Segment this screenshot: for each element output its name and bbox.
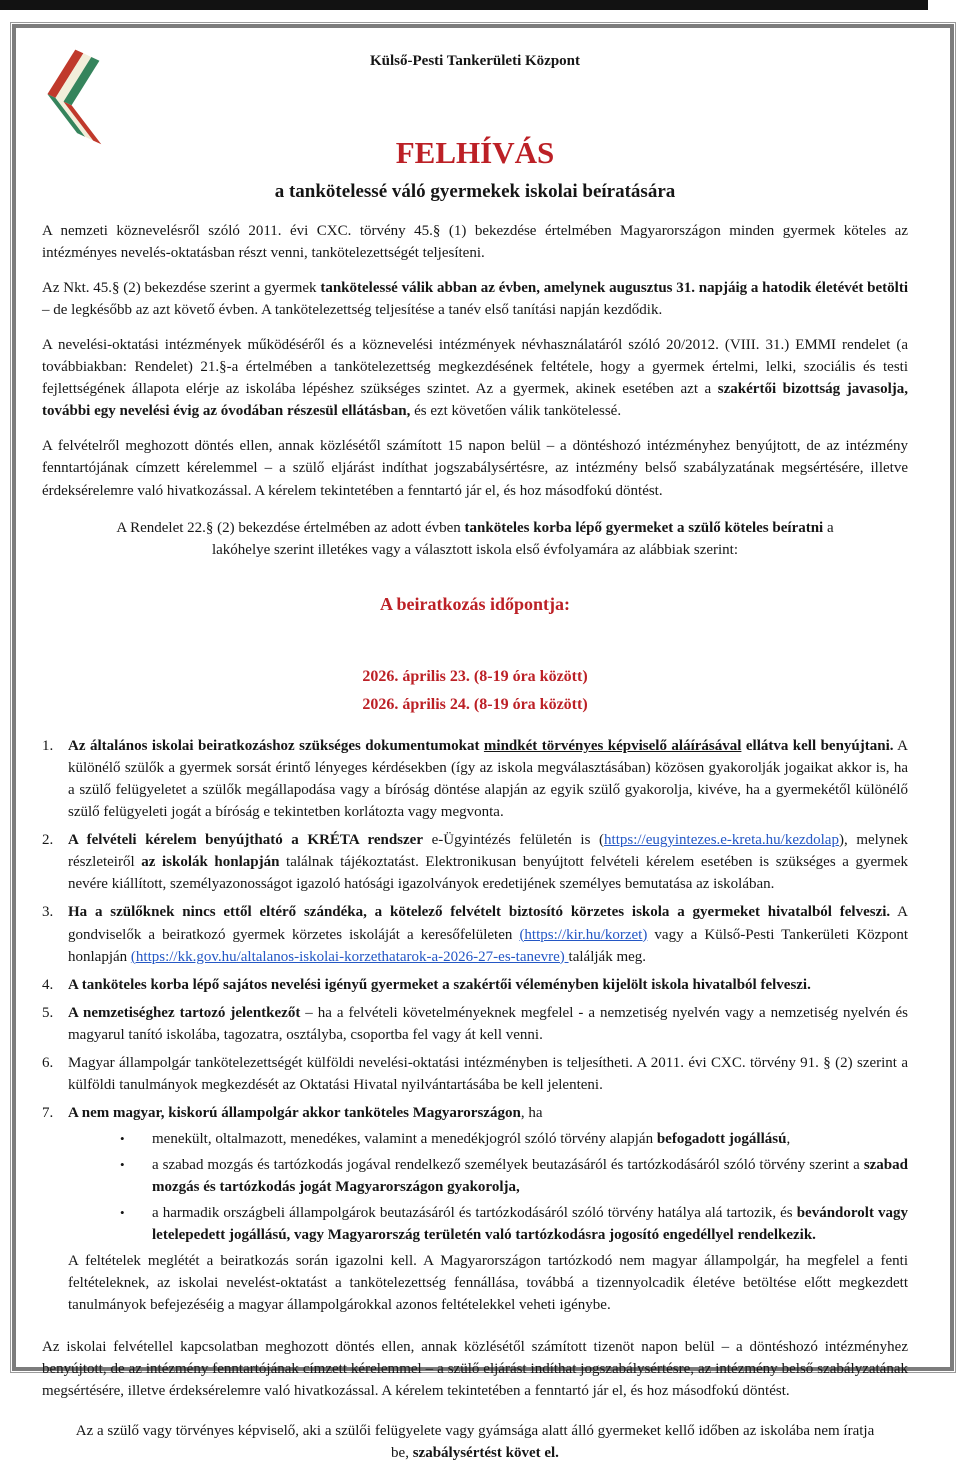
document-title: FELHÍVÁS xyxy=(395,135,555,171)
text-run: Az Nkt. 45.§ (2) bekezdése szerint a gyermek xyxy=(42,280,321,297)
text-run: , ha xyxy=(520,1104,543,1121)
list-item-number: 6. xyxy=(42,1054,54,1071)
text-run: – de legkésőbb az azt követő évben. A tankötelezettség teljesítése a tanév első tanítási napján kezdődik. xyxy=(42,302,663,319)
text-run: ellátva kell benyújtani. xyxy=(741,738,894,755)
text-run: A feltételek meglétét a beiratkozás során igazolni kell. A Magyarországon tartózkodó nem magyar állampolgár, ha megfelel a fenti feltételeknek, az iskolai nevelést-oktatást a tankötelezettség fennállása, továbbá a tizennyolcadik életéve betöltése előtt megkezdett tanulmányok befejezéséig a magyar állampolgárokkal azonos feltételekkel veheti igénybe. xyxy=(68,1253,908,1314)
text-run: tanköteles korba lépő gyermeket a szülő köteles beíratni xyxy=(464,519,824,536)
bullet-icon: • xyxy=(120,1130,125,1146)
text-run: szabálysértést követ el. xyxy=(412,1445,559,1462)
closing-section xyxy=(42,1336,908,1464)
list-item-text xyxy=(68,1002,908,1046)
text-run: ), melynek részleteiről xyxy=(68,832,908,871)
list-item xyxy=(42,1002,908,1046)
list-item-closing xyxy=(68,1250,908,1316)
text-run: a lakóhelye szerint illetékes vagy a választott iskola első évfolyamára az alábbiak szerint: xyxy=(211,519,834,558)
document-subtitle: a tankötelessé váló gyermekek iskolai beíratására xyxy=(274,181,676,203)
text-run: a szabad mozgás és tartózkodás jogával rendelkező személyek beutazásáról és tartózkodásáról szóló törvény szerint a xyxy=(152,1156,864,1173)
text-run: A nevelési-oktatási intézmények működéséről és a köznevelési intézmények névhasználatáról szóló 20/2012. (VIII. 31.) EMMI rendelet (a továbbiakban: Rendelet) 21.§-a értelmében a tankötelezettség megkezdésének feltétele, hogy a gyermek értelmi, lelki, szociális és testi fejlettségének állapota elérje az iskolába lépéshez szükséges szintet. Az a gyermek, akinek esetében azt a xyxy=(42,337,908,398)
bullet-icon: • xyxy=(120,1156,125,1172)
list-item xyxy=(42,974,908,996)
list-item-number: 3. xyxy=(42,904,54,921)
paragraph xyxy=(42,277,908,321)
bullet-text xyxy=(152,1202,908,1246)
list-item-number: 2. xyxy=(42,832,54,849)
text-run: menekült, oltalmazott, menedékes, valamint a menedékjogról szóló törvény alapján xyxy=(152,1130,657,1147)
list-item xyxy=(42,829,908,895)
text-run: az iskolák honlapján xyxy=(141,854,280,871)
text-run: A különélő szülők a gyermek sorsát érintő lényeges kérdésekben (így az iskola megválasztásában) közösen gyakorolják jogaikat akkor is, ha a szülő felügyeletet a szülők megállapodása vagy a bíróság döntése alapján az egyik szülő gyakorolja, kivéve, ha a gyermekétől különélő szülő felügyeleti jogát a bíróság e tekintetben korlátozta vagy megvonta. xyxy=(68,738,908,821)
text-run: Ha a szülőknek nincs ettől eltérő szándéka, a kötelező felvételt biztosító körzetes iskola a gyermeket hivatalból felveszi. xyxy=(68,904,891,921)
enrollment-dates xyxy=(42,663,908,719)
paragraph xyxy=(42,1336,908,1402)
hyperlink[interactable]: (https://kir.hu/korzet) xyxy=(519,926,648,943)
intro-section xyxy=(42,220,908,561)
hyperlink[interactable]: (https://kk.gov.hu/altalanos-iskolai-korzethatarok-a-2026-27-es-tanevre) xyxy=(130,948,569,965)
text-run: , xyxy=(786,1130,791,1147)
text-run: A nemzeti köznevelésről szóló 2011. évi CXC. törvény 45.§ (1) bekezdése értelmében Magyarországon minden gyermek köteles az intézményes nevelés-oktatásban részt venni, tankötelezettségét teljesíteni. xyxy=(42,223,908,262)
text-run: Magyar állampolgár tankötelezettségét külföldi nevelési-oktatási intézményben is teljesítheti. A 2011. évi CXC. törvény 91. § (2) szerint a külföldi tanulmányok megkezdését az Oktatási Hivatal nyilvántartásába be kell jelenteni. xyxy=(68,1054,908,1093)
enrollment-date: 2026. április 24. (8-19 óra között) xyxy=(362,696,588,714)
text-run: A felvételi kérelem benyújtható a KRÉTA rendszer xyxy=(68,832,423,849)
list-item-number: 7. xyxy=(42,1104,54,1121)
bullet-icon: • xyxy=(120,1205,125,1221)
text-run: tankötelessé válik abban az évben, amelynek augusztus 31. napjáig a hatodik életévét betölti xyxy=(320,280,908,297)
list-item-body xyxy=(68,974,908,996)
list-item xyxy=(42,735,908,823)
list-item-text xyxy=(68,829,908,895)
text-run: Az a szülő vagy törvényes képviselő, aki a szülői felügyelete vagy gyámsága alatt álló gyermeket kellő időben az iskolába nem íratja be, xyxy=(75,1423,875,1462)
list-item-number: 4. xyxy=(42,976,54,993)
list-item-number: 1. xyxy=(42,738,54,755)
hyperlink[interactable]: https://eugyintezes.e-kreta.hu/kezdolap xyxy=(604,832,839,849)
paragraph xyxy=(72,1420,878,1464)
text-run: a harmadik országbeli állampolgárok beutazásáról és tartózkodásáról szóló törvény hatálya alá tartozik, és xyxy=(152,1205,797,1222)
page-content xyxy=(16,28,922,1462)
text-run: A tanköteles korba lépő sajátos nevelési igényű gyermeket a szakértői véleményben kijelölt iskola hivatalból felveszi. xyxy=(68,976,811,993)
text-run: szakértői bizottság javasolja, további egy nevelési évig az óvodában részesül ellátásban, xyxy=(42,381,908,420)
text-run: Az általános iskolai beiratkozáshoz szükséges dokumentumokat xyxy=(68,738,484,755)
list-item-body xyxy=(68,1102,908,1316)
bullet-item xyxy=(120,1154,908,1198)
paragraph xyxy=(42,220,908,264)
list-item-text xyxy=(68,1102,908,1124)
list-item-text xyxy=(68,1052,908,1096)
bullet-item xyxy=(120,1202,908,1246)
text-run: és ezt követően válik tankötelessé. xyxy=(410,403,622,420)
text-run: szabad mozgás és tartózkodás jogát Magyarországon gyakorolja, xyxy=(152,1156,908,1195)
list-item-text xyxy=(68,735,908,823)
bullet-text xyxy=(152,1128,908,1150)
bullet-item xyxy=(120,1128,908,1150)
text-run: vagy a Külső-Pesti Tankerületi Központ honlapján xyxy=(68,926,909,965)
organization-name: Külső-Pesti Tankerületi Központ xyxy=(369,53,581,69)
list-item-body xyxy=(68,735,908,823)
numbered-list xyxy=(42,735,908,1316)
text-run: A felvételről meghozott döntés ellen, annak közlésétől számított 15 napon belül – a döntéshozó intézményhez benyújtott, de az intézmény fenntartójának címzett kérelemmel – a szülő eljárást indíthat jogszabálysértésre, az intézmény belső szabályzatának megsértésére, illetve érdeksérelemre való hivatkozással. A kérelem tekintetében a fenntartó jár el, és hoz másodfokú döntést. xyxy=(42,438,908,499)
text-run: – ha a felvételi követelményeknek megfelel - a nemzetiség nyelvén vagy a nemzetiség nyelvén és magyarul tanító iskolába, tagozatra, osztályba, csoportba fel vagy át kell venni. xyxy=(68,1004,908,1043)
viewer-top-bar xyxy=(0,0,928,10)
text-run: találják meg. xyxy=(568,948,647,965)
list-item-body xyxy=(68,1002,908,1046)
text-run: bevándorolt vagy letelepedett jogállású, vagy Magyarország területén való tartózkodásra jogosító engedéllyel rendelkezik. xyxy=(152,1205,909,1244)
list-item xyxy=(42,1102,908,1316)
paragraph xyxy=(42,334,908,422)
list-item xyxy=(42,1052,908,1096)
list-item-body xyxy=(68,901,908,967)
page-border-inner xyxy=(12,24,954,1462)
text-run: A Rendelet 22.§ (2) bekezdése értelmében az adott évben xyxy=(116,519,465,536)
bullet-text xyxy=(152,1154,908,1198)
list-item-text xyxy=(68,901,908,967)
paragraph xyxy=(42,435,908,501)
page-border xyxy=(10,22,956,1462)
list-item-text xyxy=(68,974,908,996)
enrollment-date: 2026. április 23. (8-19 óra között) xyxy=(362,668,588,686)
text-run: A gondviselők a beiratkozó gyermek körzetes iskoláját a keresőfelületen xyxy=(68,904,908,943)
text-run: A nemzetiséghez tartozó jelentkezőt xyxy=(68,1004,301,1021)
text-run: mindkét törvényes képviselő aláírásával xyxy=(483,738,742,755)
list-item-number: 5. xyxy=(42,1004,54,1021)
text-run: befogadott jogállású xyxy=(656,1130,787,1147)
text-run: e-Ügyintézés felületén is ( xyxy=(422,832,605,849)
paragraph xyxy=(42,517,908,561)
list-item-body xyxy=(68,1052,908,1096)
list-item xyxy=(42,901,908,967)
list-item-body xyxy=(68,829,908,895)
text-run: találnak tájékoztatást. Elektronikusan benyújtott felvételi kérelem esetében is szükséges a gyermek nevére kiállított, személyazonosságot igazoló hatósági igazolványok eredetijének személyes bemutatása az iskolában. xyxy=(68,854,908,893)
enrollment-heading: A beiratkozás időpontja: xyxy=(379,593,570,614)
text-run: Az iskolai felvétellel kapcsolatban meghozott döntés ellen, annak közlésétől számított tizenöt napon belül – a döntéshozó intézményhez benyújtott, de az intézmény fenntartójának címzett kérelemmel – a szülő eljárást indíthat jogszabálysértésre, az intézmény belső szabályzatának megsértésére, illetve érdeksérelemre való hivatkozással. A kérelem tekintetében a fenntartó jár el, és hoz másodfokú döntést. xyxy=(42,1339,908,1400)
text-run: A nem magyar, kiskorú állampolgár akkor tanköteles Magyarországon xyxy=(68,1104,521,1121)
